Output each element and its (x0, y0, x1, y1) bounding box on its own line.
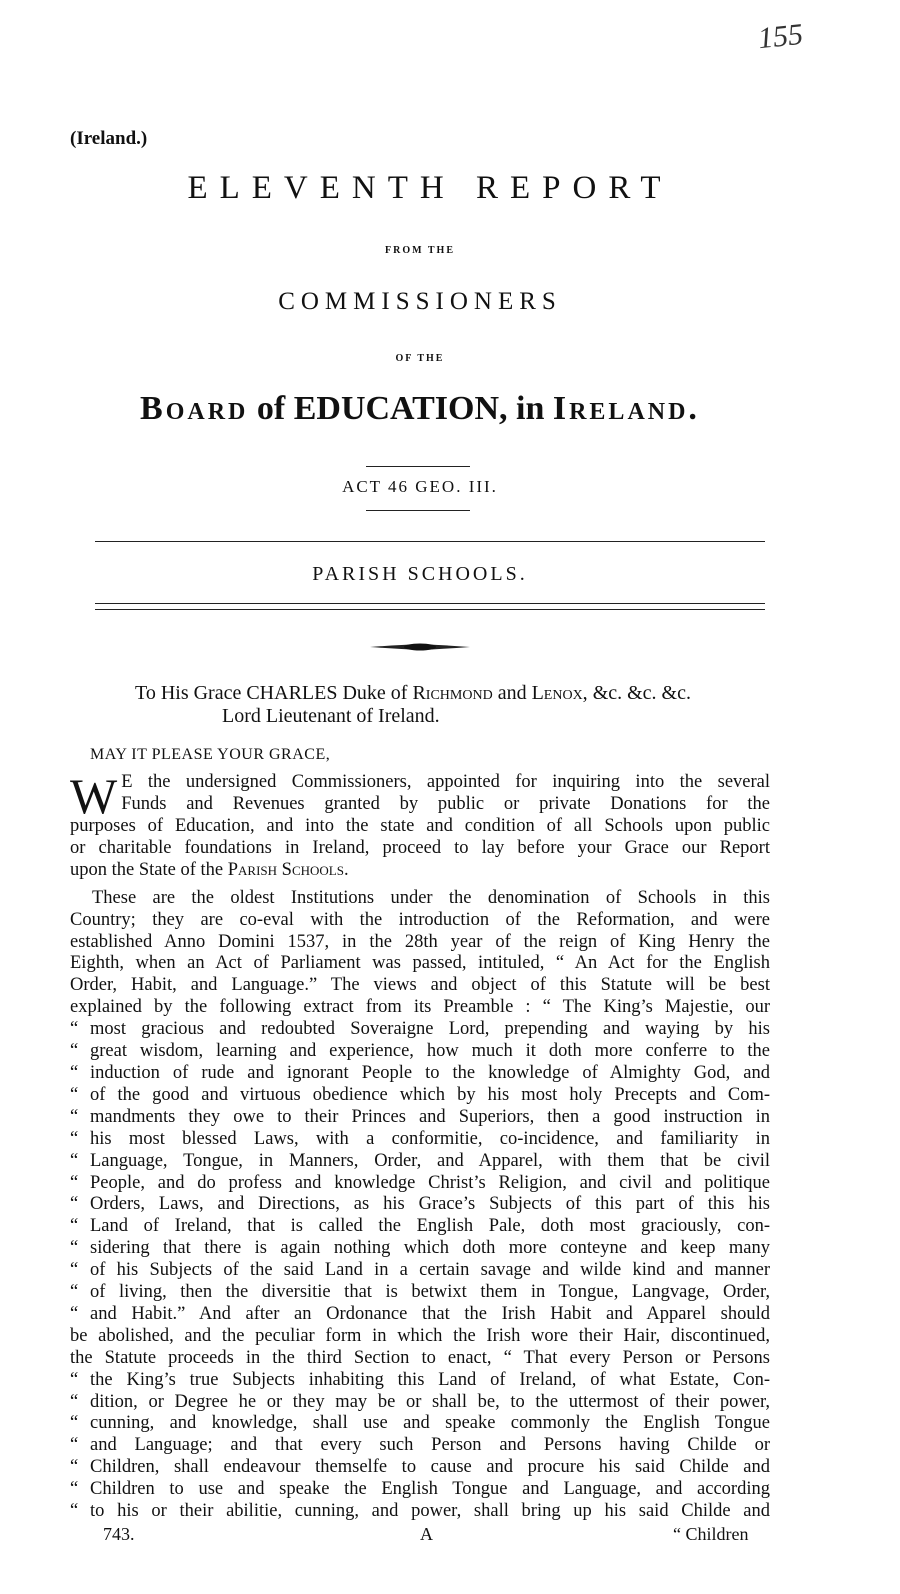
region-label: (Ireland.) (70, 128, 148, 149)
board-of: of (248, 390, 294, 427)
text-line: purposes of Education, and into the state and condition of all Schools upon public (70, 816, 770, 836)
quote-text: People, and do profess and knowledge Christ’s Religion, and civil and politique (90, 1172, 770, 1193)
quote-line (70, 1107, 770, 1129)
quote-text: sidering that there is again nothing which doth more conteyne and keep many (90, 1238, 770, 1259)
quote-text: and Habit.” And after an Ordonance that the Irish Habit and Apparel should (90, 1303, 770, 1324)
divider-long-bottom (95, 603, 765, 604)
text-line: These are the oldest Institutions under the denomination of Schools in this (92, 887, 770, 908)
report-title: ELEVENTH REPORT (187, 170, 673, 206)
quote-line (70, 1194, 770, 1216)
board-ireland: Ireland. (552, 390, 700, 427)
signature-mark: A (420, 1524, 433, 1544)
text-fragment-smallcaps: Parish Schools. (227, 859, 349, 880)
quote-text: dition, or Degree he or they may be or shall be, to the uttermost of their power, (90, 1391, 770, 1412)
act-reference: ACT 46 GEO. III. (342, 477, 498, 496)
quote-line (70, 1129, 770, 1151)
commissioners-heading: COMMISSIONERS (278, 288, 562, 315)
quote-mark: “ (70, 1303, 79, 1324)
quote-mark: “ (70, 1260, 79, 1281)
quote-mark: “ (70, 1238, 79, 1259)
quote-mark: “ (70, 1172, 79, 1193)
paragraph-1 (70, 768, 770, 882)
address-lenox: Lenox, (531, 682, 588, 704)
quote-text: his most blessed Laws, with a conformitie, co-incidence, and familiarity in (90, 1128, 770, 1149)
quote-mark: “ (70, 1413, 79, 1434)
address-and: and (492, 682, 532, 704)
quote-line (70, 1085, 770, 1107)
text-line: explained by the following extract from its Preamble : “ The King’s Majestie, our (70, 997, 770, 1018)
quote-line (70, 1282, 770, 1304)
text-line: be abolished, and the peculiar form in which the Irish wore their Hair, discontinued, (70, 1325, 770, 1346)
quote-mark: “ (70, 1041, 79, 1062)
quote-line (70, 1173, 770, 1195)
title-connector-of: OF THE (395, 353, 445, 364)
quote-line (70, 1370, 770, 1392)
divider-short-bottom (366, 510, 470, 511)
quote-mark: “ (70, 1435, 79, 1456)
quote-text: great wisdom, learning and experience, how much it doth more conferre to the (90, 1041, 770, 1062)
quote-line (70, 1479, 770, 1501)
text-line (70, 860, 770, 882)
text-line: Country; they are co-eval with the introduction of the Reformation, and were (70, 909, 770, 930)
catchword: “ Children (673, 1524, 749, 1544)
text-line: or charitable foundations in Ireland, proceed to lay before your Grace our Report (70, 837, 770, 858)
text-line: established Anno Domini 1537, in the 28th year of the reign of King Henry the (70, 931, 770, 952)
quote-text: of living, then the diversitie that is betwixt them in Tongue, Langvage, Order, (90, 1282, 770, 1303)
section-title: PARISH SCHOOLS. (312, 563, 528, 585)
quote-line (70, 1151, 770, 1173)
text-line: Funds and Revenues granted by public or private Donations for the (121, 793, 770, 814)
text-fragment: upon the State of the (70, 859, 228, 880)
quote-line (70, 1413, 770, 1435)
quote-mark: “ (70, 1019, 79, 1040)
quote-text: Language, Tongue, in Manners, Order, and Apparel, with them that be civil (90, 1150, 770, 1171)
quote-line (70, 1041, 770, 1063)
quote-mark: “ (70, 1084, 79, 1105)
quote-text: most gracious and redoubted Soveraigne Lord, prepending and waying by his (90, 1019, 770, 1040)
quote-mark: “ (70, 1369, 79, 1390)
address-to: To His Grace CHARLES Duke of (135, 682, 413, 704)
quote-line (70, 1501, 770, 1523)
quote-text: Children to use and speake the English Tongue and Language, and according (90, 1479, 770, 1500)
quote-line (70, 1216, 770, 1238)
quote-text: Land of Ireland, that is called the English Pale, doth most graciously, con- (90, 1216, 770, 1237)
board-education: EDUCATION, (293, 390, 508, 427)
sheet-number: 743. (103, 1524, 135, 1544)
quote-text: to his or their abilitie, cunning, and power, shall bring up his said Childe and (90, 1501, 770, 1522)
divider-long-top (95, 541, 765, 542)
text-line: the Statute proceeds in the third Section to enact, “ That every Person or Persons (70, 1347, 770, 1368)
quote-text: Children, shall endeavour themselfe to cause and procure his said Childe and (90, 1457, 770, 1478)
salutation: MAY IT PLEASE YOUR GRACE, (90, 746, 331, 763)
quote-mark: “ (70, 1457, 79, 1478)
text-line: E the undersigned Commissioners, appointed for inquiring into the several (121, 772, 770, 792)
quote-line (70, 1260, 770, 1282)
quote-text: the King’s true Subjects inhabiting this Land of Ireland, of what Estate, Con- (90, 1369, 770, 1390)
quote-mark: “ (70, 1391, 79, 1412)
quote-mark: “ (70, 1106, 79, 1127)
ornamental-flourish (368, 640, 472, 654)
address-etc: &c. &c. &c. (587, 682, 691, 704)
quote-mark: “ (70, 1216, 79, 1237)
quote-mark: “ (70, 1150, 79, 1171)
board-word: Board (140, 390, 249, 427)
address-line-1 (135, 682, 691, 705)
handwritten-page-mark: 155 (756, 17, 805, 56)
quote-mark: “ (70, 1194, 79, 1215)
quote-text: mandments they owe to their Princes and Superiors, then a good instruction in (90, 1106, 770, 1127)
drop-cap: W (70, 768, 118, 824)
quote-mark: “ (70, 1062, 79, 1083)
text-line: Order, Habit, and Language.” The views and object of this Statute will be best (70, 975, 770, 996)
quote-mark: “ (70, 1479, 79, 1500)
quote-line (70, 1435, 770, 1457)
quote-line (70, 1019, 770, 1041)
quote-text: induction of rude and ignorant People to the knowledge of Almighty God, and (90, 1062, 770, 1083)
divider-long-bottom-thin (95, 609, 765, 610)
board-in: in (507, 390, 553, 427)
divider-short-top (366, 466, 470, 467)
quote-line (70, 1392, 770, 1414)
quote-text: of the good and virtuous obedience which by his most holy Precepts and Com- (90, 1084, 770, 1105)
quote-mark: “ (70, 1282, 79, 1303)
quote-mark: “ (70, 1501, 79, 1522)
quote-mark: “ (70, 1128, 79, 1149)
quote-line (70, 1063, 770, 1085)
quote-text: cunning, and knowledge, shall use and speake commonly the English Tongue (90, 1413, 770, 1434)
quote-text: Orders, Laws, and Directions, as his Grace’s Subjects of this part of this his (90, 1194, 770, 1215)
quote-line (70, 1238, 770, 1260)
address-richmond: Richmond (412, 682, 493, 704)
address-line-2: Lord Lieutenant of Ireland. (222, 705, 440, 727)
board-heading (0, 390, 840, 428)
quote-text: of his Subjects of the said Land in a certain savage and wilde kind and manner (90, 1260, 770, 1281)
quote-line (70, 1304, 770, 1326)
title-connector-from: FROM THE (385, 245, 455, 256)
quote-text: and Language; and that every such Person and Persons having Childe or (90, 1435, 770, 1456)
text-line: Eighth, when an Act of Parliament was passed, intituled, “ An Act for the English (70, 953, 770, 974)
paragraph-2 (70, 888, 770, 1523)
body-text (70, 768, 770, 1523)
quote-line (70, 1457, 770, 1479)
